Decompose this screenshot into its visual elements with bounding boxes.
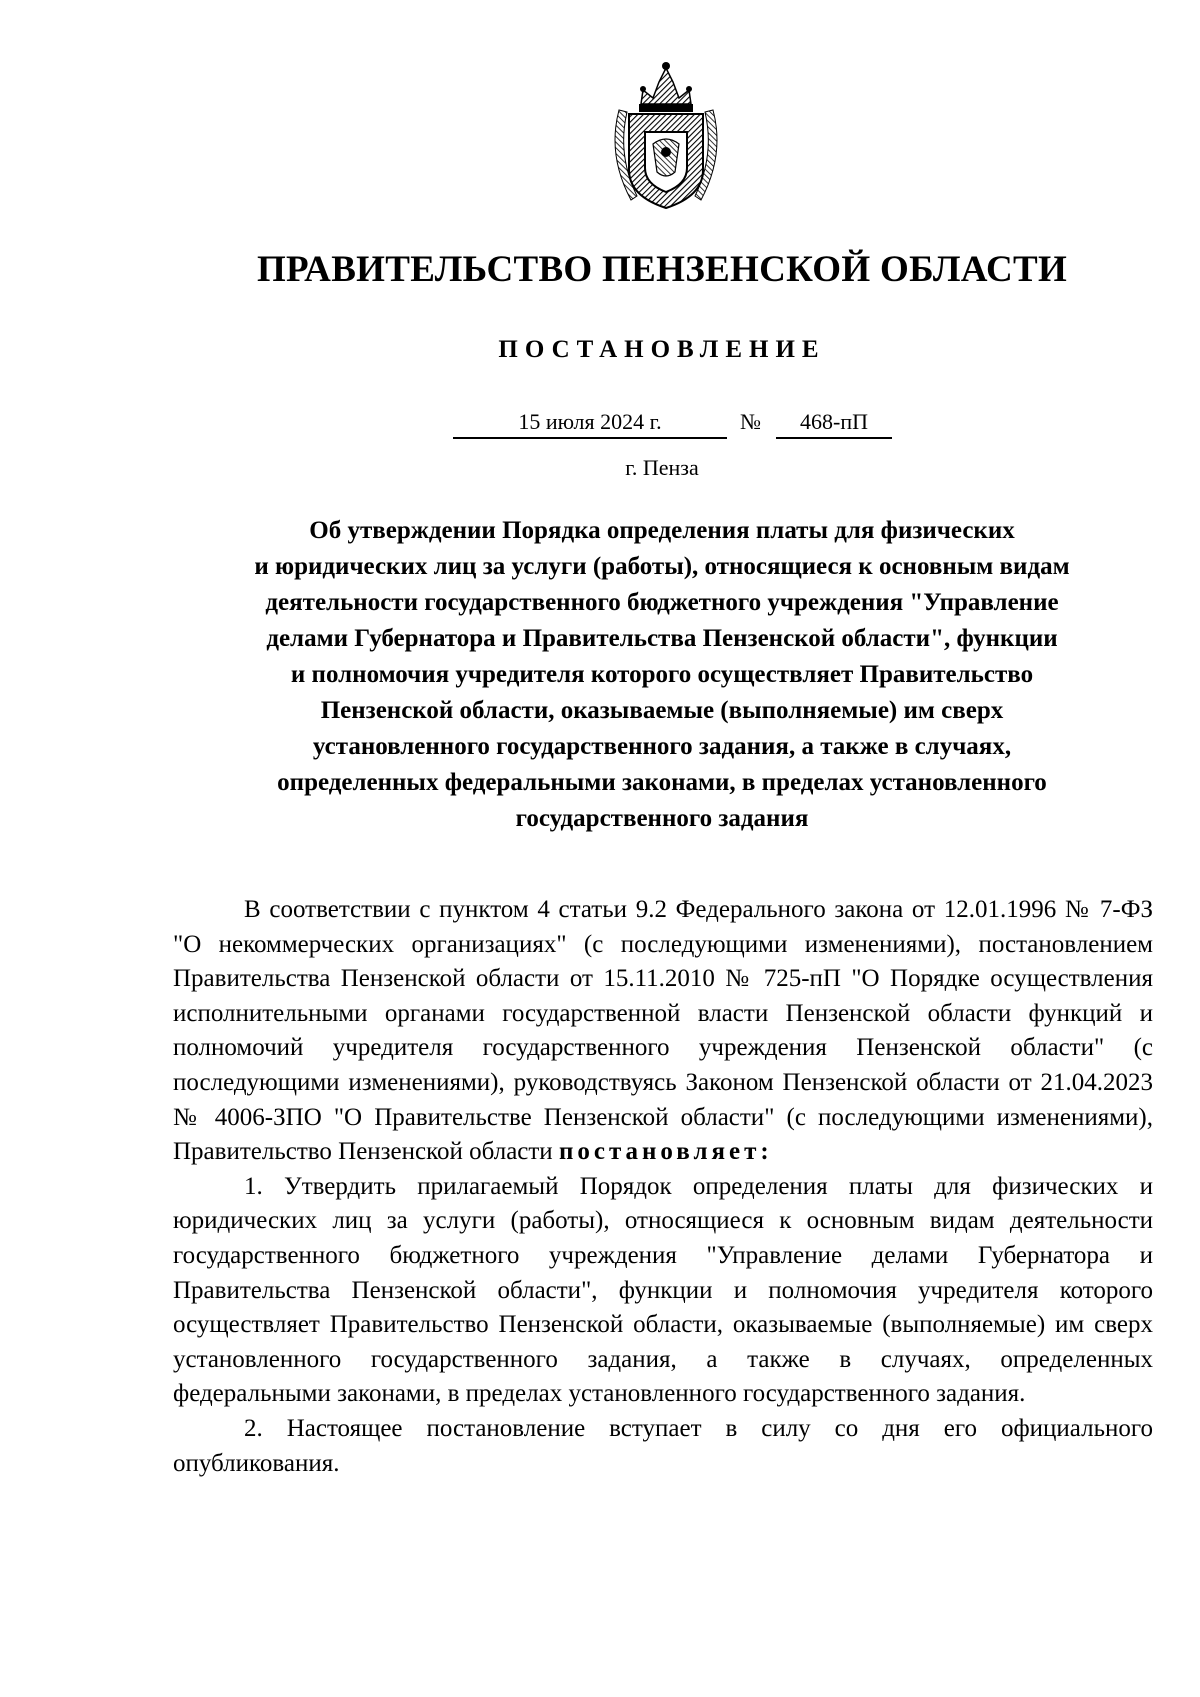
document-subject-title: Об утверждении Порядка определения платы для физических и юридических лиц за услуги (работы), относящиеся к основным видам деятельности государственного бюджетного учреждения "Управление делами Губернатора и Правительства Пензенской области", функции и полномочия учредителя которого осуществляет Правительство Пензенской области, оказываемые (выполняемые) им сверх установленного государственного задания, а также в случаях, определенных федеральными законами, в пределах установленного государственного задания xyxy=(254,517,1070,832)
decree-word: постановляет: xyxy=(558,1138,773,1166)
document-number: 468-пП xyxy=(776,409,892,439)
city-line: г. Пенза xyxy=(625,455,699,480)
coat-of-arms-emblem xyxy=(601,60,731,210)
number-sign: № xyxy=(740,409,761,434)
preamble-paragraph xyxy=(173,893,1153,1170)
document-date: 15 июля 2024 г. xyxy=(453,409,727,439)
document-body xyxy=(173,893,1153,1481)
item-1-paragraph: 1. Утвердить прилагаемый Порядок определения платы для физических и юридических лиц за услуги (работы), относящиеся к основным видам деятельности государственного бюджетного учреждения "Управление делами Губернатора и Правительства Пензенской области", функции и полномочия учредителя которого осуществляет Правительство Пензенской области, оказываемые (выполняемые) им сверх установленного государственного задания, а также в случаях, определенных федеральными законами, в пределах установленного государственного задания. xyxy=(173,1172,1153,1408)
document-type-heading: ПОСТАНОВЛЕНИЕ xyxy=(498,336,826,363)
government-name-heading: ПРАВИТЕЛЬСТВО ПЕНЗЕНСКОЙ ОБЛАСТИ xyxy=(256,249,1068,290)
preamble-text: В соответствии с пунктом 4 статьи 9.2 Федерального закона от 12.01.1996 № 7-ФЗ "О некоммерческих организациях" (с последующими изменениями), постановлением Правительства Пензенской области от 15.11.2010 № 725-пП "О Порядке осуществления исполнительными органами государственной власти Пензенской области функций и полномочий учредителя государственного учреждения Пензенской области" (с последующими изменениями), руководствуясь Законом Пензенской области от 21.04.2023 № 4006-ЗПО "О Правительстве Пензенской области" (с последующими изменениями), Правительство Пензенской области xyxy=(173,896,1153,1166)
item-2-paragraph: 2. Настоящее постановление вступает в силу со дня его официального опубликования. xyxy=(173,1414,1153,1477)
